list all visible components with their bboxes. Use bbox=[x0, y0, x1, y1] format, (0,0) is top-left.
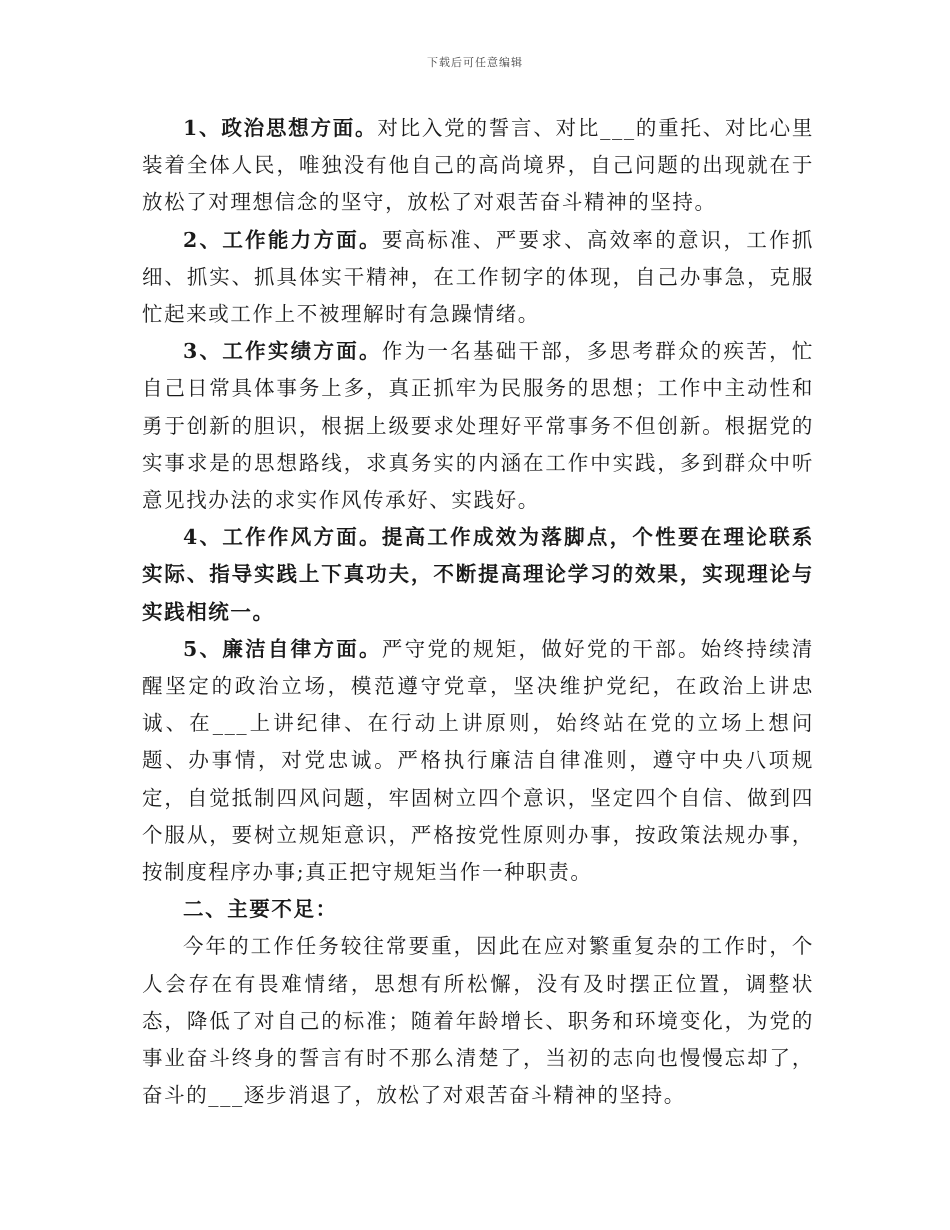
paragraph-text: 提高工作成效为落脚点，个性要在理论联系实际、指导实践上下真功夫，不断提高理论学习的效果，实现理论与实践相统一。 bbox=[142, 525, 814, 624]
paragraph-political-thought bbox=[142, 110, 814, 222]
paragraph-work-style bbox=[142, 519, 814, 631]
paragraph-shortcomings: 今年的工作任务较往常要重，因此在应对繁重复杂的工作时，个人会存在有畏难情绪，思想有所松懈，没有及时摆正位置，调整状态，降低了对自己的标准；随着年龄增长、职务和环境变化，为党的事业奋斗终身的誓言有时不那么清楚了，当初的志向也慢慢忘却了，奋斗的___逐步消退了，放松了对艰苦奋斗精神的坚持。 bbox=[142, 934, 814, 1108]
paragraph-text: 作为一名基础干部，多思考群众的疾苦，忙自己日常具体事务上多，真正抓牢为民服务的思想；工作中主动性和勇于创新的胆识，根据上级要求处理好平常事务不但创新。根据党的实事求是的思想路线，求真务实的内涵在工作中实践，多到群众中听意见找办法的求实作风传承好、实践好。 bbox=[142, 339, 814, 513]
page-header: 下载后可任意编辑 bbox=[427, 56, 523, 69]
paragraph-lead: 1、政治思想方面。 bbox=[183, 116, 378, 140]
paragraph-text: 严守党的规矩，做好党的干部。始终持续清醒坚定的政治立场，模范遵守党章，坚决维护党纪，在政治上讲忠诚、在___上讲纪律、在行动上讲原则，始终站在党的立场上想问题、办事情，对党忠诚。严格执行廉洁自律准则，遵守中央八项规定，自觉抵制四风问题，牢固树立四个意识，坚定四个自信、做到四个服从，要树立规矩意识，严格按党性原则办事，按政策法规办事，按制度程序办事;真正把守规矩当作一种职责。 bbox=[142, 636, 814, 885]
document-body bbox=[142, 110, 814, 1114]
paragraph-lead: 4、工作作风方面。 bbox=[183, 525, 382, 550]
paragraph-lead: 3、工作实绩方面。 bbox=[183, 339, 382, 364]
paragraph-text: 要高标准、严要求、高效率的意识，工作抓细、抓实、抓具体实干精神，在工作韧字的体现，自己办事急，克服忙起来或工作上不被理解时有急躁情绪。 bbox=[142, 227, 814, 327]
paragraph-text: 对比入党的誓言、对比___的重托、对比心里装着全体人民，唯独没有他自己的高尚境界，自己问题的出现就在于放松了对理想信念的坚守，放松了对艰苦奋斗精神的坚持。 bbox=[142, 116, 814, 215]
section-heading: 二、主要不足： bbox=[183, 897, 338, 922]
paragraph-work-ability bbox=[142, 222, 814, 334]
paragraph-lead: 5、廉洁自律方面。 bbox=[183, 636, 382, 661]
paragraph-work-performance bbox=[142, 333, 814, 519]
paragraph-integrity bbox=[142, 631, 814, 891]
paragraph-lead: 2、工作能力方面。 bbox=[183, 227, 382, 252]
